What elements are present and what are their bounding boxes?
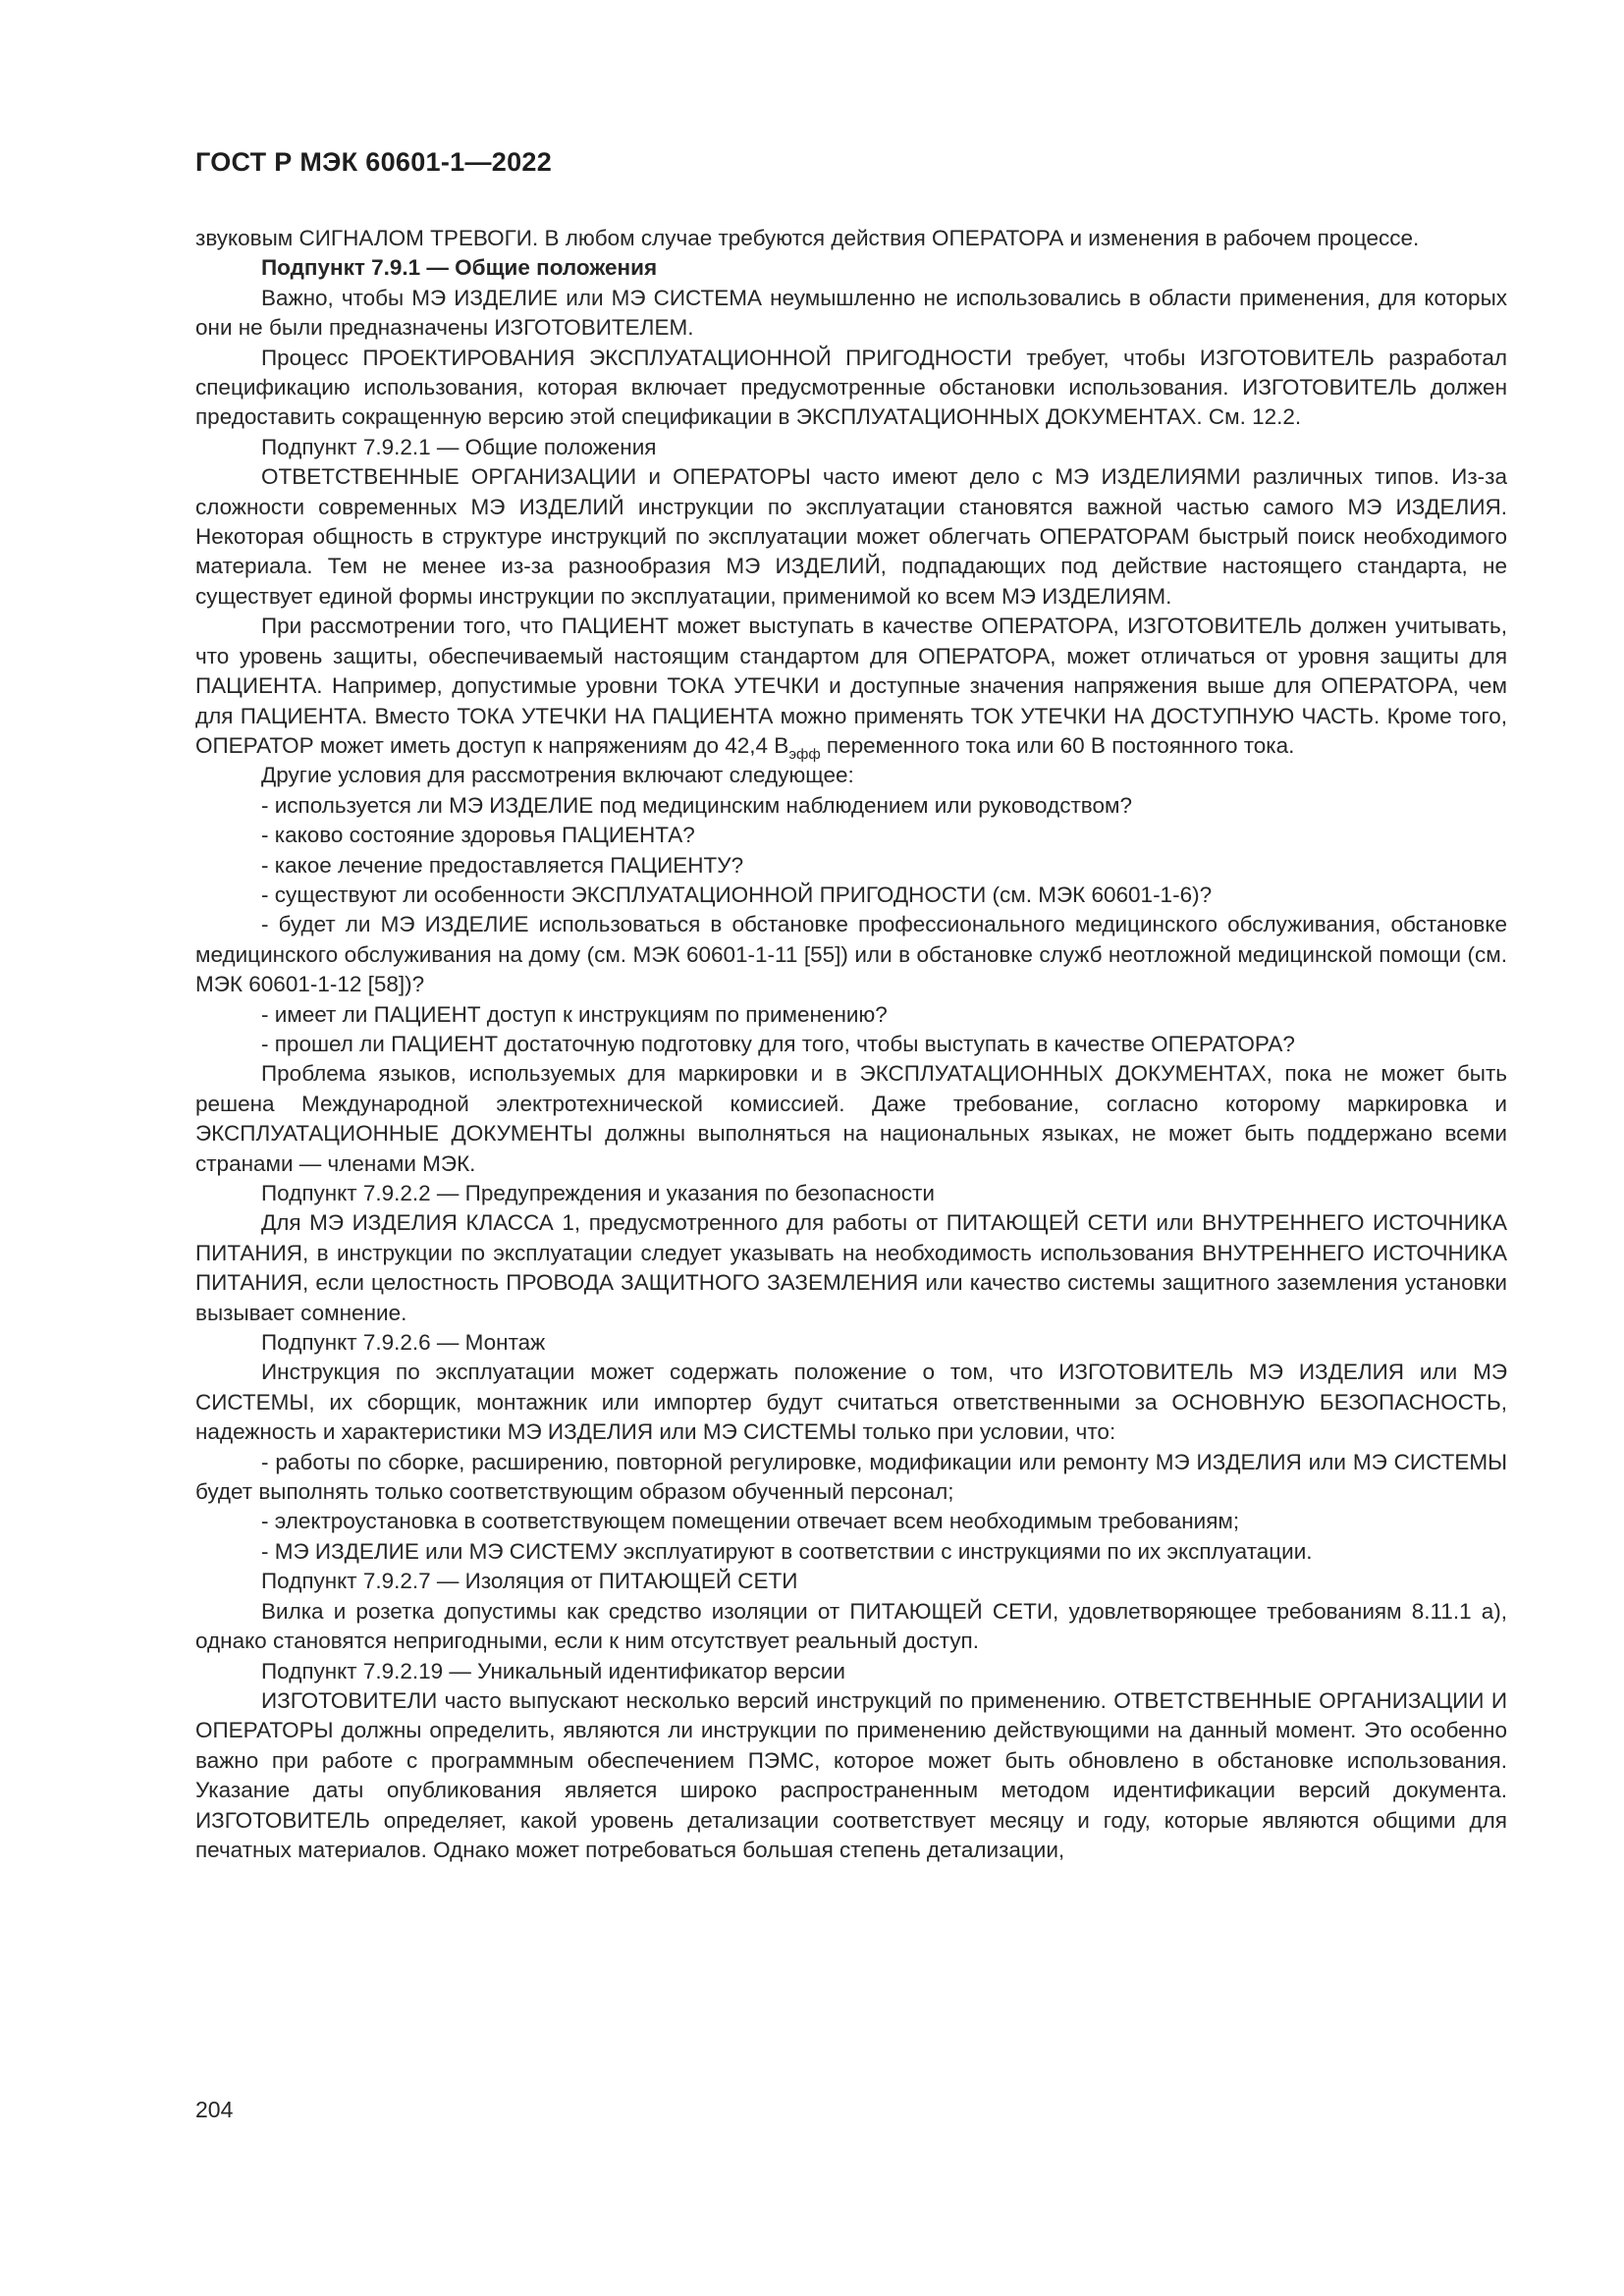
list-item: - каково состояние здоровья ПАЦИЕНТА? xyxy=(261,823,695,848)
document-body xyxy=(195,224,1507,1865)
paragraph: Важно, чтобы МЭ ИЗДЕЛИЕ или МЭ СИСТЕМА неумышленно не использовались в области применения, для которых они не были предназначены ИЗГОТОВИТЕЛЕМ. xyxy=(195,285,1507,341)
paragraph: Инструкция по эксплуатации может содержать положение о том, что ИЗГОТОВИТЕЛЬ МЭ ИЗДЕЛИЯ или МЭ СИСТЕМЫ, их сборщик, монтажник или импортер будут считаться ответственными за ОСНОВНУЮ БЕЗОПАСНОСТЬ, надежность и характеристики МЭ ИЗДЕЛИЯ или МЭ СИСТЕМЫ только при условии, что: xyxy=(195,1360,1507,1445)
list-item: - используется ли МЭ ИЗДЕЛИЕ под медицинским наблюдением или руководством? xyxy=(261,792,1132,818)
paragraph-voltage xyxy=(195,612,1507,761)
list-item: - какое лечение предоставляется ПАЦИЕНТУ? xyxy=(261,852,744,878)
paragraph: Проблема языков, используемых для маркировки и в ЭКСПЛУАТАЦИОННЫХ ДОКУМЕНТАХ, пока не может быть решена Международной электротехнической комиссией. Даже требование, согласно которому маркировка и ЭКСПЛУАТАЦИОННЫЕ ДОКУМЕНТЫ должны выполняться на национальных языках, не может быть поддержано всеми странами — членами МЭК. xyxy=(195,1061,1507,1176)
list-item: - имеет ли ПАЦИЕНТ доступ к инструкциям по применению? xyxy=(261,1001,888,1027)
paragraph-text: При рассмотрении того, что ПАЦИЕНТ может выступать в качестве ОПЕРАТОРА, ИЗГОТОВИТЕЛЬ должен учитывать, что уровень защиты, обеспечиваемый настоящим стандартом для ОПЕРАТОРА, может отличаться от уровня защиты для ПАЦИЕНТА. Например, допустимые уровни ТОКА УТЕЧКИ и доступные значения напряжения выше для ОПЕРАТОРА, чем для ПАЦИЕНТА. Вместо ТОКА УТЕЧКИ НА ПАЦИЕНТА можно применять ТОК УТЕЧКИ НА ДОСТУПНУЮ ЧАСТЬ. Кроме того, ОПЕРАТОР может иметь доступ к напряжениям до 42,4 В xyxy=(195,614,1507,758)
paragraph: Процесс ПРОЕКТИРОВАНИЯ ЭКСПЛУАТАЦИОННОЙ ПРИГОДНОСТИ требует, чтобы ИЗГОТОВИТЕЛЬ разработал спецификацию использования, которая включает предусмотренные обстановки использования. ИЗГОТОВИТЕЛЬ должен предоставить сокращенную версию этой спецификации в ЭКСПЛУАТАЦИОННЫХ ДОКУМЕНТАХ. См. 12.2. xyxy=(195,345,1507,430)
paragraph: Другие условия для рассмотрения включают следующее: xyxy=(261,763,854,788)
paragraph-continuation: звуковым СИГНАЛОМ ТРЕВОГИ. В любом случае требуются действия ОПЕРАТОРА и изменения в рабочем процессе. xyxy=(195,226,1420,250)
subclause-heading-7-9-2-19: Подпункт 7.9.2.19 — Уникальный идентификатор версии xyxy=(261,1658,845,1683)
subclause-heading-7-9-1: Подпункт 7.9.1 — Общие положения xyxy=(261,255,658,281)
paragraph-text: переменного тока или 60 В постоянного тока. xyxy=(820,732,1295,758)
subclause-heading-7-9-2-2: Подпункт 7.9.2.2 — Предупреждения и указания по безопасности xyxy=(261,1181,935,1205)
list-item: - существуют ли особенности ЭКСПЛУАТАЦИОННОЙ ПРИГОДНОСТИ (см. МЭК 60601-1-6)? xyxy=(261,881,1213,907)
list-item: - будет ли МЭ ИЗДЕЛИЕ использоваться в обстановке профессионального медицинского обслуживания, обстановке медицинского обслуживания на дому (см. МЭК 60601-1-11 [55]) или в обстановке служб неотложной медицинской помощи (см. МЭК 60601-1-12 [58])? xyxy=(195,912,1507,997)
paragraph: ОТВЕТСТВЕННЫЕ ОРГАНИЗАЦИИ и ОПЕРАТОРЫ часто имеют дело с МЭ ИЗДЕЛИЯМИ различных типов. Из-за сложности современных МЭ ИЗДЕЛИЙ инструкции по эксплуатации становятся важной частью самого МЭ ИЗДЕЛИЯ. Некоторая общность в структуре инструкций по эксплуатации может облегчать ОПЕРАТОРАМ быстрый поиск необходимого материала. Тем не менее из-за разнообразия МЭ ИЗДЕЛИЙ, подпадающих под действие настоящего стандарта, не существует единой формы инструкции по эксплуатации, применимой ко всем МЭ ИЗДЕЛИЯМ. xyxy=(195,464,1507,609)
subscript-eff: эфф xyxy=(788,745,821,763)
subclause-heading-7-9-2-6: Подпункт 7.9.2.6 — Монтаж xyxy=(261,1330,546,1356)
list-item: - прошел ли ПАЦИЕНТ достаточную подготовку для того, чтобы выступать в качестве ОПЕРАТОРА? xyxy=(261,1031,1295,1056)
list-item: - МЭ ИЗДЕЛИЕ или МЭ СИСТЕМУ эксплуатируют в соответствии с инструкциями по их эксплуатации. xyxy=(261,1538,1313,1564)
subclause-heading-7-9-2-1: Подпункт 7.9.2.1 — Общие положения xyxy=(261,434,657,459)
paragraph: Для МЭ ИЗДЕЛИЯ КЛАССА 1, предусмотренного для работы от ПИТАЮЩЕЙ СЕТИ или ВНУТРЕННЕГО ИСТОЧНИКА ПИТАНИЯ, в инструкции по эксплуатации следует указывать на необходимость использования ВНУТРЕННЕГО ИСТОЧНИКА ПИТАНИЯ, если целостность ПРОВОДА ЗАЩИТНОГО ЗАЗЕМЛЕНИЯ или качество системы защитного заземления установки вызывает сомнение. xyxy=(195,1210,1507,1325)
subclause-heading-7-9-2-7: Подпункт 7.9.2.7 — Изоляция от ПИТАЮЩЕЙ СЕТИ xyxy=(261,1569,798,1594)
list-item: - электроустановка в соответствующем помещении отвечает всем необходимым требованиям; xyxy=(261,1509,1240,1534)
list-item: - работы по сборке, расширению, повторной регулировке, модификации или ремонту МЭ ИЗДЕЛИЯ или МЭ СИСТЕМЫ будет выполнять только соответствующим образом обученный персонал; xyxy=(195,1449,1507,1505)
paragraph: Вилка и розетка допустимы как средство изоляции от ПИТАЮЩЕЙ СЕТИ, удовлетворяющее требованиям 8.11.1 а), однако становятся непригодными, если к ним отсутствует реальный доступ. xyxy=(195,1598,1507,1654)
paragraph: ИЗГОТОВИТЕЛИ часто выпускают несколько версий инструкций по применению. ОТВЕТСТВЕННЫЕ ОРГАНИЗАЦИИ И ОПЕРАТОРЫ должны определить, являются ли инструкции по применению действующими на данный момент. Это особенно важно при работе с программным обеспечением ПЭМС, которое может быть обновлено в обстановке использования. Указание даты опубликования является широко распространенным методом идентификации версий документа. ИЗГОТОВИТЕЛЬ определяет, какой уровень детализации соответствует месяцу и году, которые являются общими для печатных материалов. Однако может потребоваться большая степень детализации, xyxy=(195,1687,1507,1862)
page-number: 204 xyxy=(195,2097,234,2122)
page-header-title: ГОСТ Р МЭК 60601-1—2022 xyxy=(195,147,553,177)
